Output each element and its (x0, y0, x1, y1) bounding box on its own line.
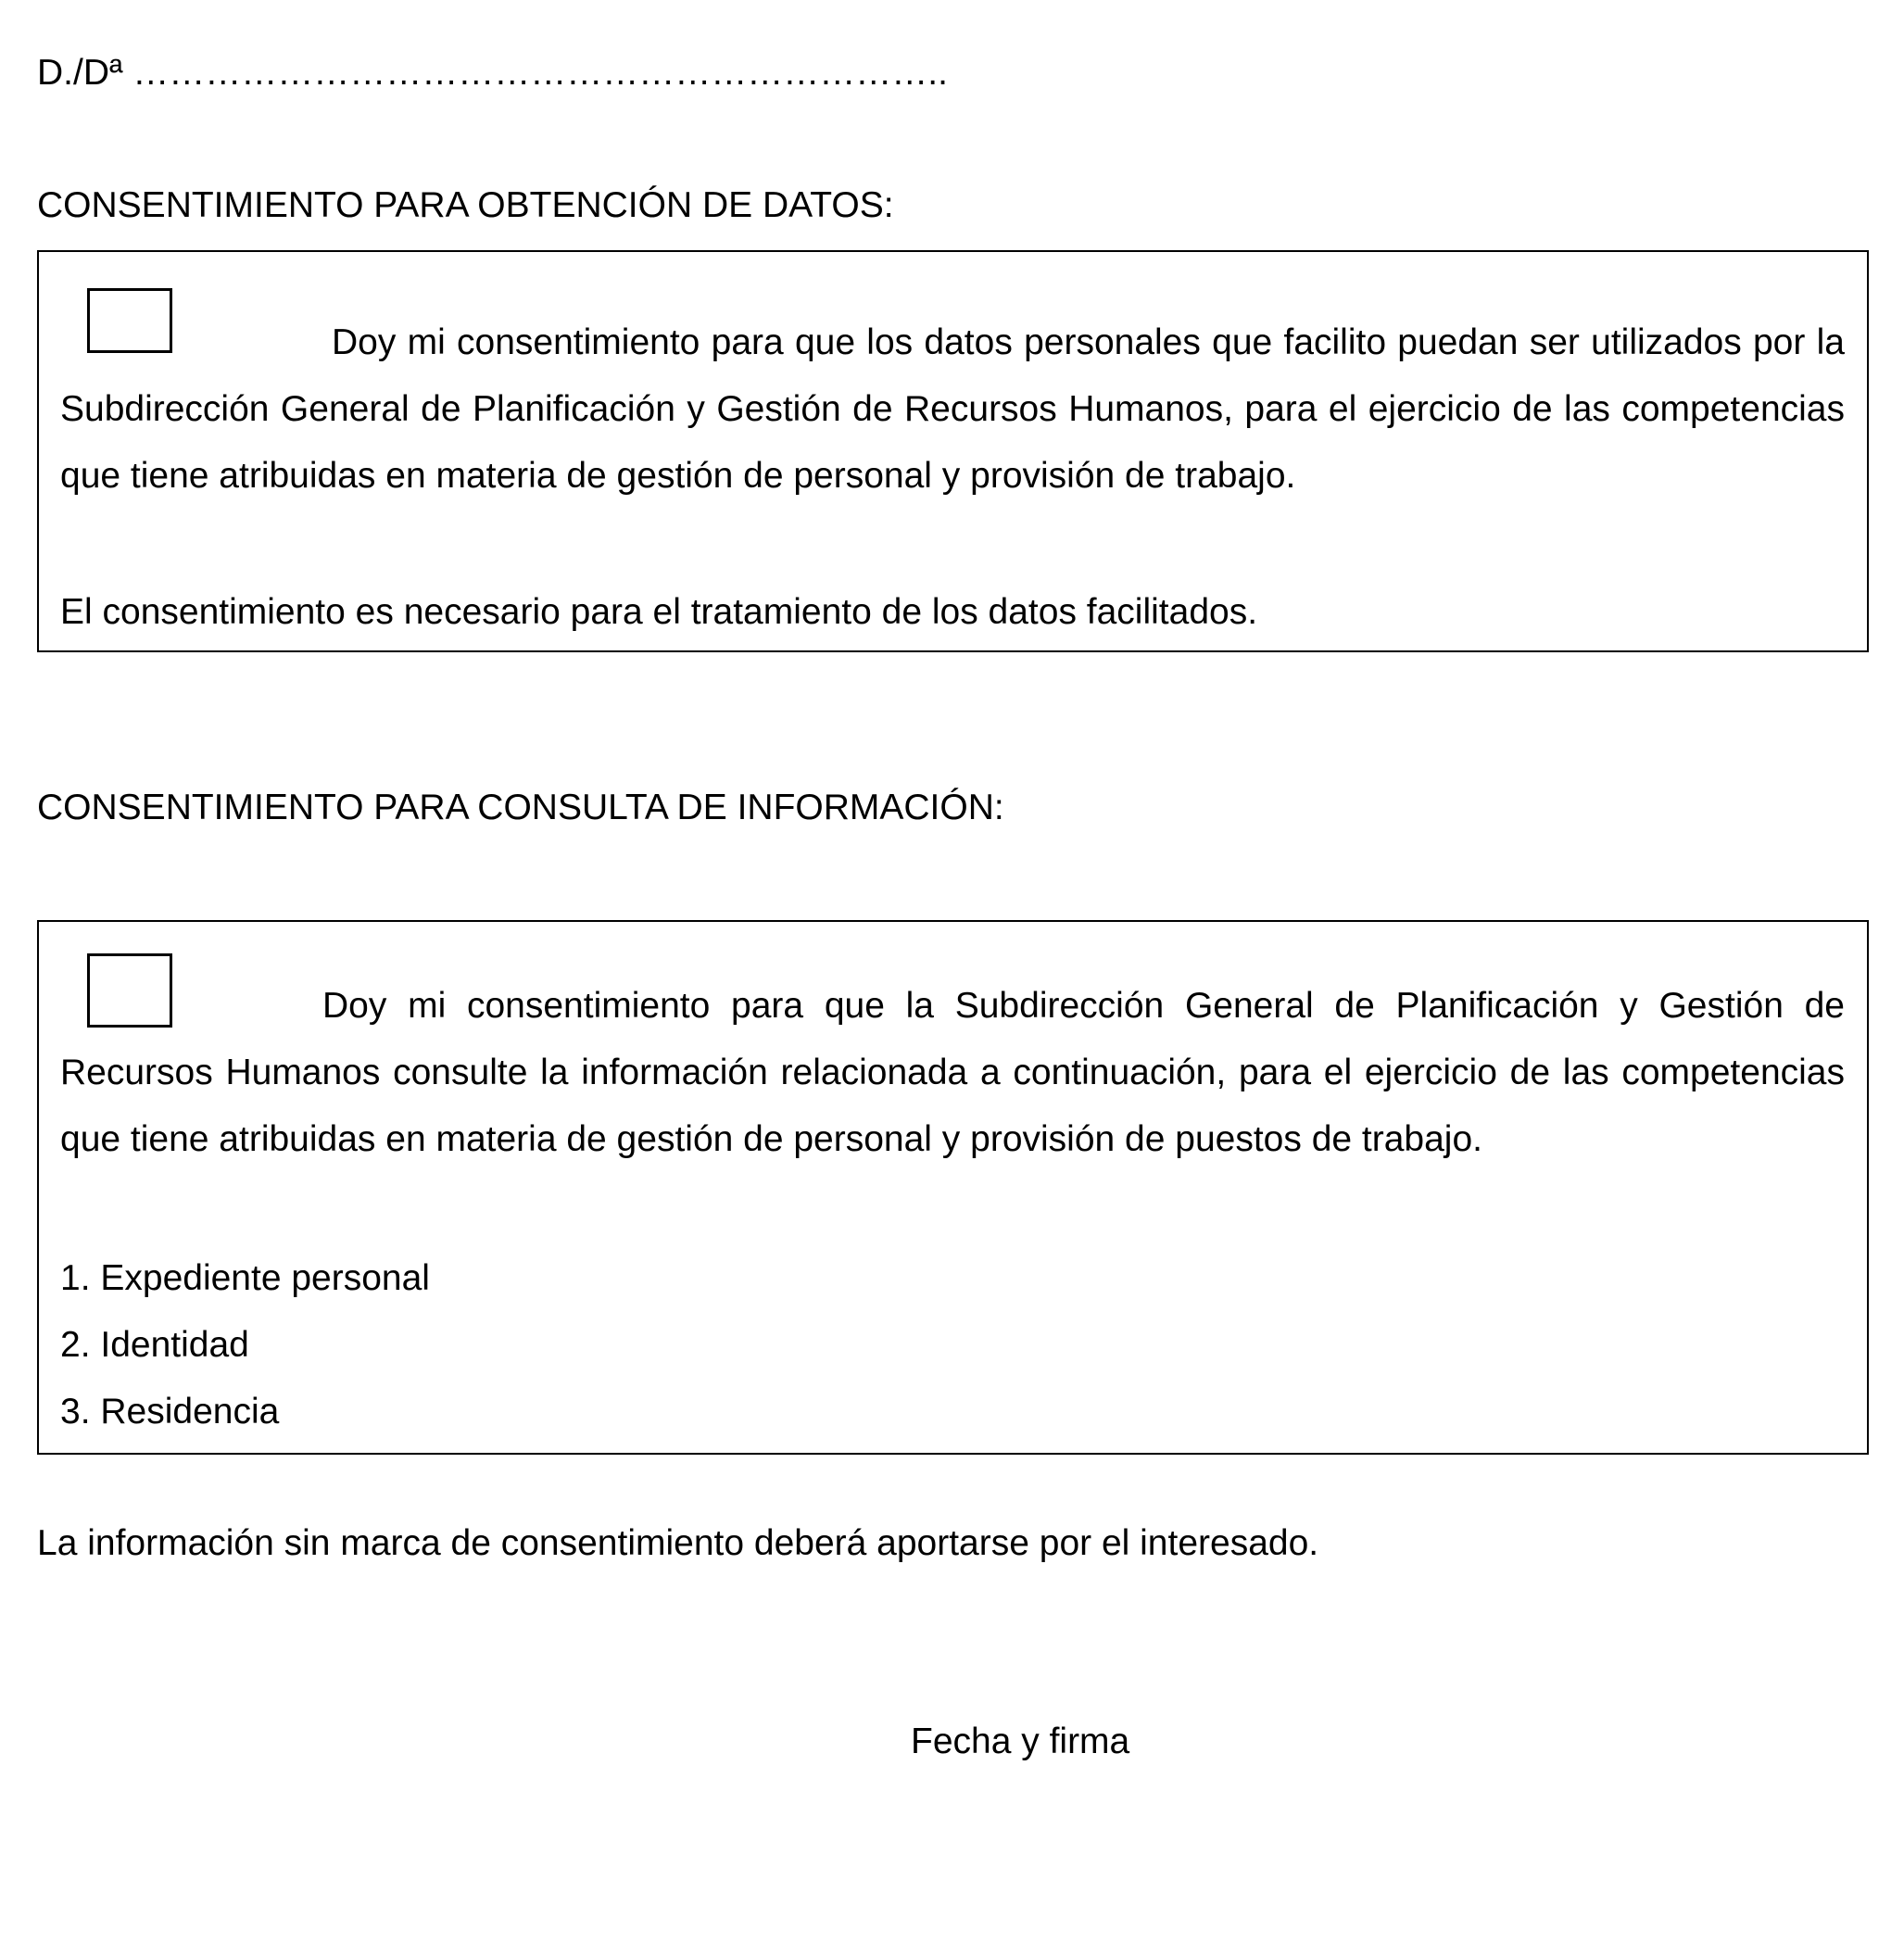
footer-note: La información sin marca de consentimiento deberá aportarse por el interesado. (37, 1523, 1319, 1563)
consent-text-consulta: Doy mi consentimiento para que la Subdirección General de Planificación y Gestión de Recursos Humanos consulte la información relacionada a continuación, para el ejercicio de las competencias que tiene atribuidas en materia de gestión de personal y provisión de puestos de trabajo. (60, 986, 1845, 1159)
consent-box-consulta (37, 920, 1869, 1455)
consent-text-obtencion: Doy mi consentimiento para que los datos personales que facilito puedan ser utilizados por la Subdirección General de Planificación y Gestión de Recursos Humanos, para el ejercicio de las competencias que tiene atribuidas en materia de gestión de personal y provisión de trabajo. (60, 322, 1845, 496)
list-item: 1. Expediente personal (60, 1258, 430, 1298)
section-title-obtencion: CONSENTIMIENTO PARA OBTENCIÓN DE DATOS: (37, 185, 894, 225)
consent-box-obtencion (37, 250, 1869, 652)
consulta-items-list (60, 1245, 430, 1445)
consent-note-obtencion: El consentimiento es necesario para el tratamiento de los datos facilitados. (60, 592, 1258, 632)
name-label: D./Dª (37, 53, 123, 93)
list-item: 3. Residencia (60, 1392, 280, 1432)
name-line (37, 52, 948, 95)
signature-label: Fecha y firma (911, 1722, 1130, 1761)
list-item: 2. Identidad (60, 1325, 249, 1365)
name-dotted-field[interactable]: ………………………………………………………….. (132, 53, 948, 93)
section-title-consulta: CONSENTIMIENTO PARA CONSULTA DE INFORMACIÓN: (37, 788, 1004, 827)
